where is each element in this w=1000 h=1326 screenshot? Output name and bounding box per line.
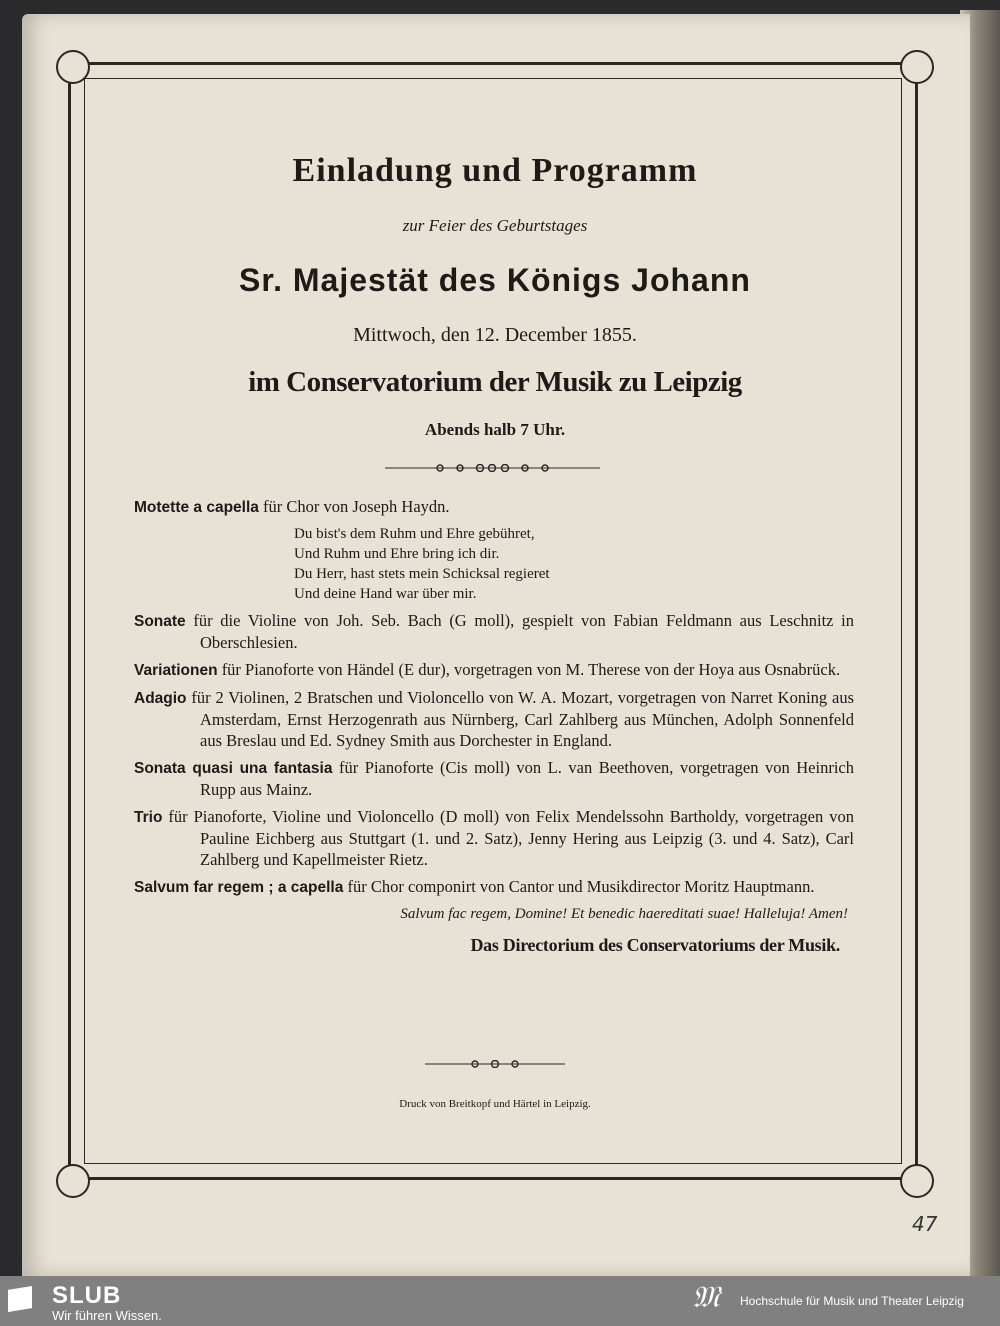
entry-text: für Chor von Joseph Haydn. <box>258 497 450 516</box>
book-icon <box>8 1286 32 1312</box>
verse-line: Und deine Hand war über mir. <box>294 586 477 602</box>
divider-ornament <box>385 464 600 472</box>
programme-entry <box>134 757 854 800</box>
programme-entry <box>134 876 854 898</box>
corner-ornament <box>56 1164 90 1198</box>
entry-heading: Sonata quasi una fantasia <box>134 760 333 777</box>
entry-text: für Pianoforte (Cis moll) von L. van Beethoven, vorgetragen von Heinrich Rupp aus Mainz. <box>200 758 854 799</box>
venue: im Conservatorium der Musik zu Leipzig <box>248 366 742 398</box>
programme-entry <box>134 687 854 751</box>
entry-text: für Chor componirt von Cantor und Musikdirector Moritz Hauptmann. <box>343 877 815 896</box>
programme-entry <box>134 610 854 653</box>
programme-entry <box>134 806 854 870</box>
entry-text: für Pianoforte, Violine und Violoncello (D moll) von Felix Mendelssohn Bartholdy, vorgetragen von Pauline Eichberg aus Stuttgart (1. und 2. Satz), Jenny Hering aus Leipzig (3. und 4. Satz), Carl Zahlberg und Kapellmeister Rietz. <box>162 807 854 869</box>
entry-text: für die Violine von Joh. Seb. Bach (G moll), gespielt von Fabian Feldmann aus Leschnitz in Oberschlesien. <box>185 611 854 652</box>
corner-ornament <box>900 1164 934 1198</box>
signature: Das Directorium des Conservatoriums der Musik. <box>470 935 840 955</box>
entry-heading: Adagio <box>134 690 187 707</box>
verse-line: Und Ruhm und Ehre bring ich dir. <box>294 546 500 562</box>
entry-heading: Variationen <box>134 662 218 679</box>
event-date: Mittwoch, den 12. December 1855. <box>353 324 637 346</box>
verse-line: Du Herr, hast stets mein Schicksal regieret <box>294 566 550 582</box>
entry-heading: Sonate <box>134 613 186 630</box>
page-number: 47 <box>912 1212 938 1236</box>
entry-heading: Motette a capella <box>134 499 259 516</box>
document-subtitle: zur Feier des Geburtstages <box>402 216 588 235</box>
slub-logo[interactable]: SLUB <box>52 1282 122 1309</box>
hmt-brand[interactable]: Hochschule für Musik und Theater Leipzig <box>740 1294 964 1308</box>
latin-text: Salvum fac regem, Domine! Et benedic haereditati suae! Halleluja! Amen! <box>400 906 848 922</box>
programme-entry <box>134 496 854 518</box>
honoree: Sr. Majestät des Königs Johann <box>239 262 751 298</box>
entry-heading: Salvum far regem ; a capella <box>134 879 344 896</box>
verse-line: Du bist's dem Ruhm und Ehre gebühret, <box>294 526 535 542</box>
corner-ornament <box>900 50 934 84</box>
programme-entry <box>134 659 854 681</box>
corner-ornament <box>56 50 90 84</box>
slub-tagline: Wir führen Wissen. <box>52 1308 162 1323</box>
entry-text: für Pianoforte von Händel (E dur), vorgetragen von M. Therese von der Hoya aus Osnabrück. <box>217 660 841 679</box>
entry-heading: Trio <box>134 809 163 826</box>
printer-note: Druck von Breitkopf und Härtel in Leipzig. <box>399 1098 591 1110</box>
entry-text: für 2 Violinen, 2 Bratschen und Violoncello von W. A. Mozart, vorgetragen von Narret Koning aus Amsterdam, Ernst Herzogenrath aus Nürnberg, Carl Zahlberg aus München, Adolph Sonnenfeld aus Breslau und Ed. Sydney Smith aus Dorchester in England. <box>186 688 854 750</box>
divider-ornament <box>425 1060 565 1068</box>
footer-bar <box>0 1276 1000 1326</box>
event-time: Abends halb 7 Uhr. <box>424 420 566 439</box>
programme-list <box>134 496 854 956</box>
hmt-logo-icon: 𝔐 <box>692 1281 720 1314</box>
document-title: Einladung und Programm <box>292 152 698 189</box>
verse <box>134 524 854 604</box>
